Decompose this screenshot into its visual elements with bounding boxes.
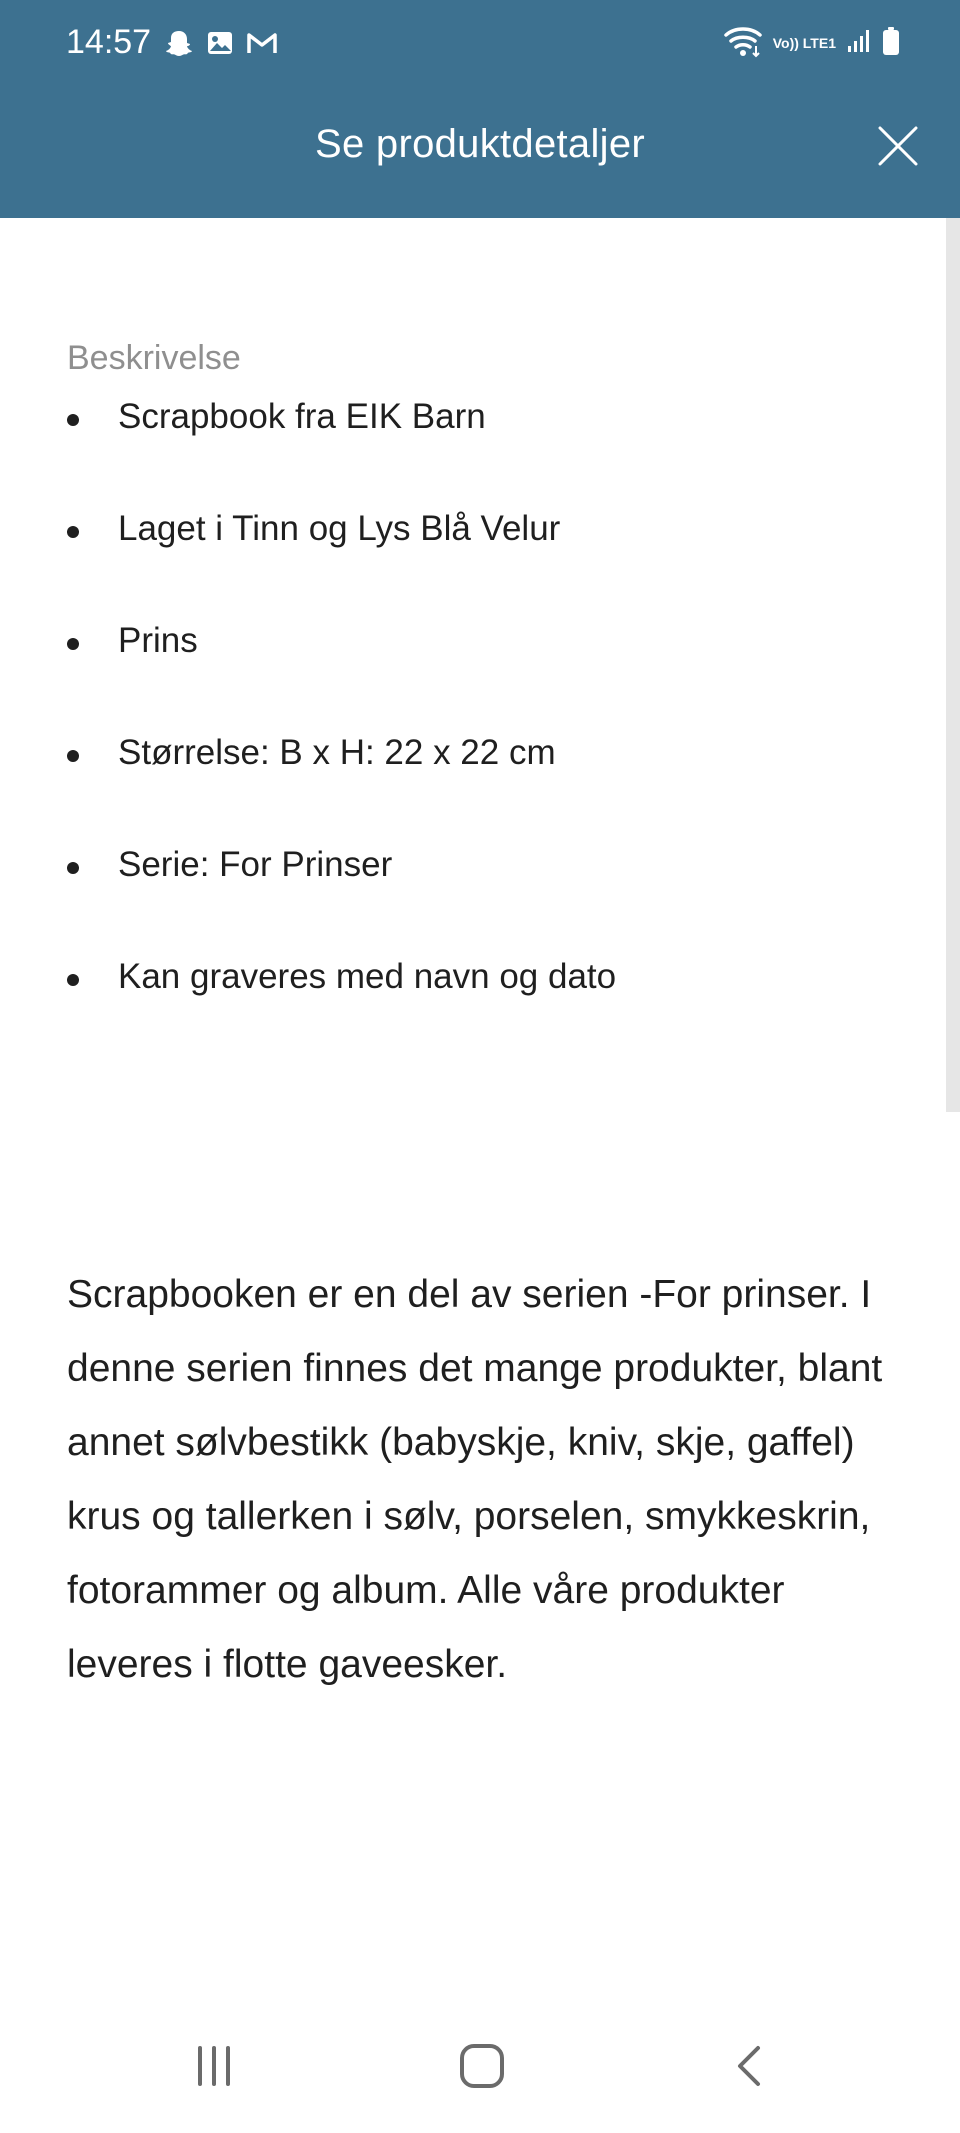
- navigation-bar: [0, 1998, 960, 2133]
- feature-text: Scrapbook fra EIK Barn: [118, 397, 486, 436]
- feature-text: Størrelse: B x H: 22 x 22 cm: [118, 733, 556, 772]
- section-label: Beskrivelse: [67, 339, 241, 377]
- bullet-icon: [67, 862, 79, 874]
- scrollbar[interactable]: [946, 218, 960, 1112]
- close-icon: [876, 124, 920, 168]
- list-item: [67, 508, 616, 620]
- page-title: Se produktdetaljer: [314, 122, 646, 166]
- signal-icon: [846, 28, 872, 59]
- battery-icon: [882, 26, 900, 61]
- bullet-icon: [67, 750, 79, 762]
- feature-text: Prins: [118, 621, 198, 660]
- notification-icons: [164, 28, 278, 58]
- back-button[interactable]: [710, 2026, 790, 2106]
- feature-text: Kan graveres med navn og dato: [118, 957, 617, 996]
- header: [0, 0, 960, 218]
- volte-label-bottom: LTE1: [802, 35, 836, 51]
- feature-text: Serie: For Prinser: [118, 845, 393, 884]
- recent-apps-button[interactable]: [174, 2026, 254, 2106]
- title-bar: [0, 84, 960, 218]
- volte-label-top: Vo)): [772, 35, 799, 51]
- feature-list: [67, 396, 616, 1068]
- list-item: [67, 396, 616, 508]
- status-time: 14:57: [66, 23, 152, 61]
- back-icon: [728, 2044, 772, 2088]
- recent-apps-icon: [192, 2044, 236, 2088]
- system-icons: [723, 24, 900, 63]
- snapchat-icon: [164, 28, 194, 58]
- list-item: [67, 620, 616, 732]
- image-icon: [206, 29, 234, 57]
- close-button[interactable]: [870, 118, 926, 174]
- product-details-content[interactable]: [0, 218, 960, 1998]
- list-item: [67, 732, 616, 844]
- product-description: Scrapbooken er en del av serien -For prinser. I denne serien finnes det mange produkter, blant annet sølvbestikk (babyskje, kniv, skje, gaffel) krus og tallerken i sølv, porselen, smykkeskrin, fotorammer og album. Alle våre produkter leveres i flotte gaveesker.: [67, 1273, 883, 1686]
- volte-icon: [773, 36, 836, 51]
- list-item: [67, 844, 616, 956]
- bullet-icon: [67, 638, 79, 650]
- home-button[interactable]: [442, 2026, 522, 2106]
- bullet-icon: [67, 974, 79, 986]
- wifi-icon: [723, 24, 763, 63]
- gmail-icon: [246, 30, 278, 56]
- home-icon: [458, 2042, 506, 2090]
- list-item: [67, 956, 616, 1068]
- feature-text: Laget i Tinn og Lys Blå Velur: [118, 509, 561, 548]
- status-bar: [0, 0, 960, 84]
- bullet-icon: [67, 414, 79, 426]
- bullet-icon: [67, 526, 79, 538]
